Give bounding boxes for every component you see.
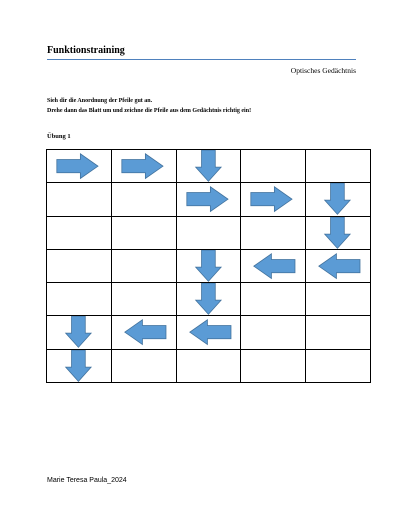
grid-cell — [111, 249, 176, 282]
grid-cell — [241, 183, 306, 216]
grid-cell — [111, 216, 176, 249]
down-arrow-icon — [306, 217, 370, 249]
grid-cell — [176, 349, 241, 382]
grid-cell — [241, 249, 306, 282]
down-arrow-icon — [177, 250, 241, 282]
grid-cell — [306, 183, 371, 216]
grid-cell — [306, 316, 371, 349]
grid-cell — [111, 150, 176, 183]
grid-cell — [111, 349, 176, 382]
grid-cell — [111, 183, 176, 216]
grid-cell — [111, 316, 176, 349]
grid-cell — [306, 283, 371, 316]
grid-cell — [47, 283, 112, 316]
grid-cell — [47, 150, 112, 183]
grid-row — [47, 349, 371, 382]
down-arrow-icon — [306, 183, 370, 215]
grid-cell — [241, 150, 306, 183]
down-arrow-icon — [47, 350, 111, 382]
grid-cell — [47, 249, 112, 282]
grid-cell — [241, 349, 306, 382]
instruction-line-2: Drehe dann das Blatt um und zeichne die Pfeile aus dem Gedächtnis richtig ein! — [47, 108, 252, 114]
grid-row — [47, 150, 371, 183]
down-arrow-icon — [177, 150, 241, 182]
grid-row — [47, 216, 371, 249]
exercise-label: Übung 1 — [47, 133, 71, 140]
instruction-line-1: Sieh dir die Anordnung der Pfeile gut an. — [47, 98, 153, 104]
grid-cell — [306, 249, 371, 282]
grid-cell — [47, 183, 112, 216]
grid-cell — [176, 183, 241, 216]
right-arrow-icon — [241, 183, 305, 215]
grid-cell — [176, 316, 241, 349]
grid-cell — [176, 249, 241, 282]
grid-cell — [47, 349, 112, 382]
grid-cell — [111, 283, 176, 316]
down-arrow-icon — [177, 283, 241, 315]
grid-cell — [47, 216, 112, 249]
grid-cell — [306, 349, 371, 382]
grid-row — [47, 283, 371, 316]
grid-cell — [176, 216, 241, 249]
footer-author: Marie Teresa Paula_2024 — [47, 477, 127, 484]
left-arrow-icon — [177, 316, 241, 348]
arrow-grid — [46, 149, 371, 383]
page-title: Funktionstraining — [47, 45, 125, 56]
grid-cell — [47, 316, 112, 349]
header-divider — [47, 59, 356, 60]
grid-cell — [241, 283, 306, 316]
down-arrow-icon — [47, 316, 111, 348]
grid-cell — [306, 216, 371, 249]
grid-cell — [306, 150, 371, 183]
left-arrow-icon — [241, 250, 305, 282]
right-arrow-icon — [112, 150, 176, 182]
grid-cell — [241, 216, 306, 249]
right-arrow-icon — [177, 183, 241, 215]
grid-cell — [241, 316, 306, 349]
left-arrow-icon — [112, 316, 176, 348]
grid-cell — [176, 283, 241, 316]
left-arrow-icon — [306, 250, 370, 282]
grid-row — [47, 249, 371, 282]
page-subtitle: Optisches Gedächtnis — [290, 66, 356, 75]
right-arrow-icon — [47, 150, 111, 182]
grid-cell — [176, 150, 241, 183]
grid-row — [47, 316, 371, 349]
grid-row — [47, 183, 371, 216]
